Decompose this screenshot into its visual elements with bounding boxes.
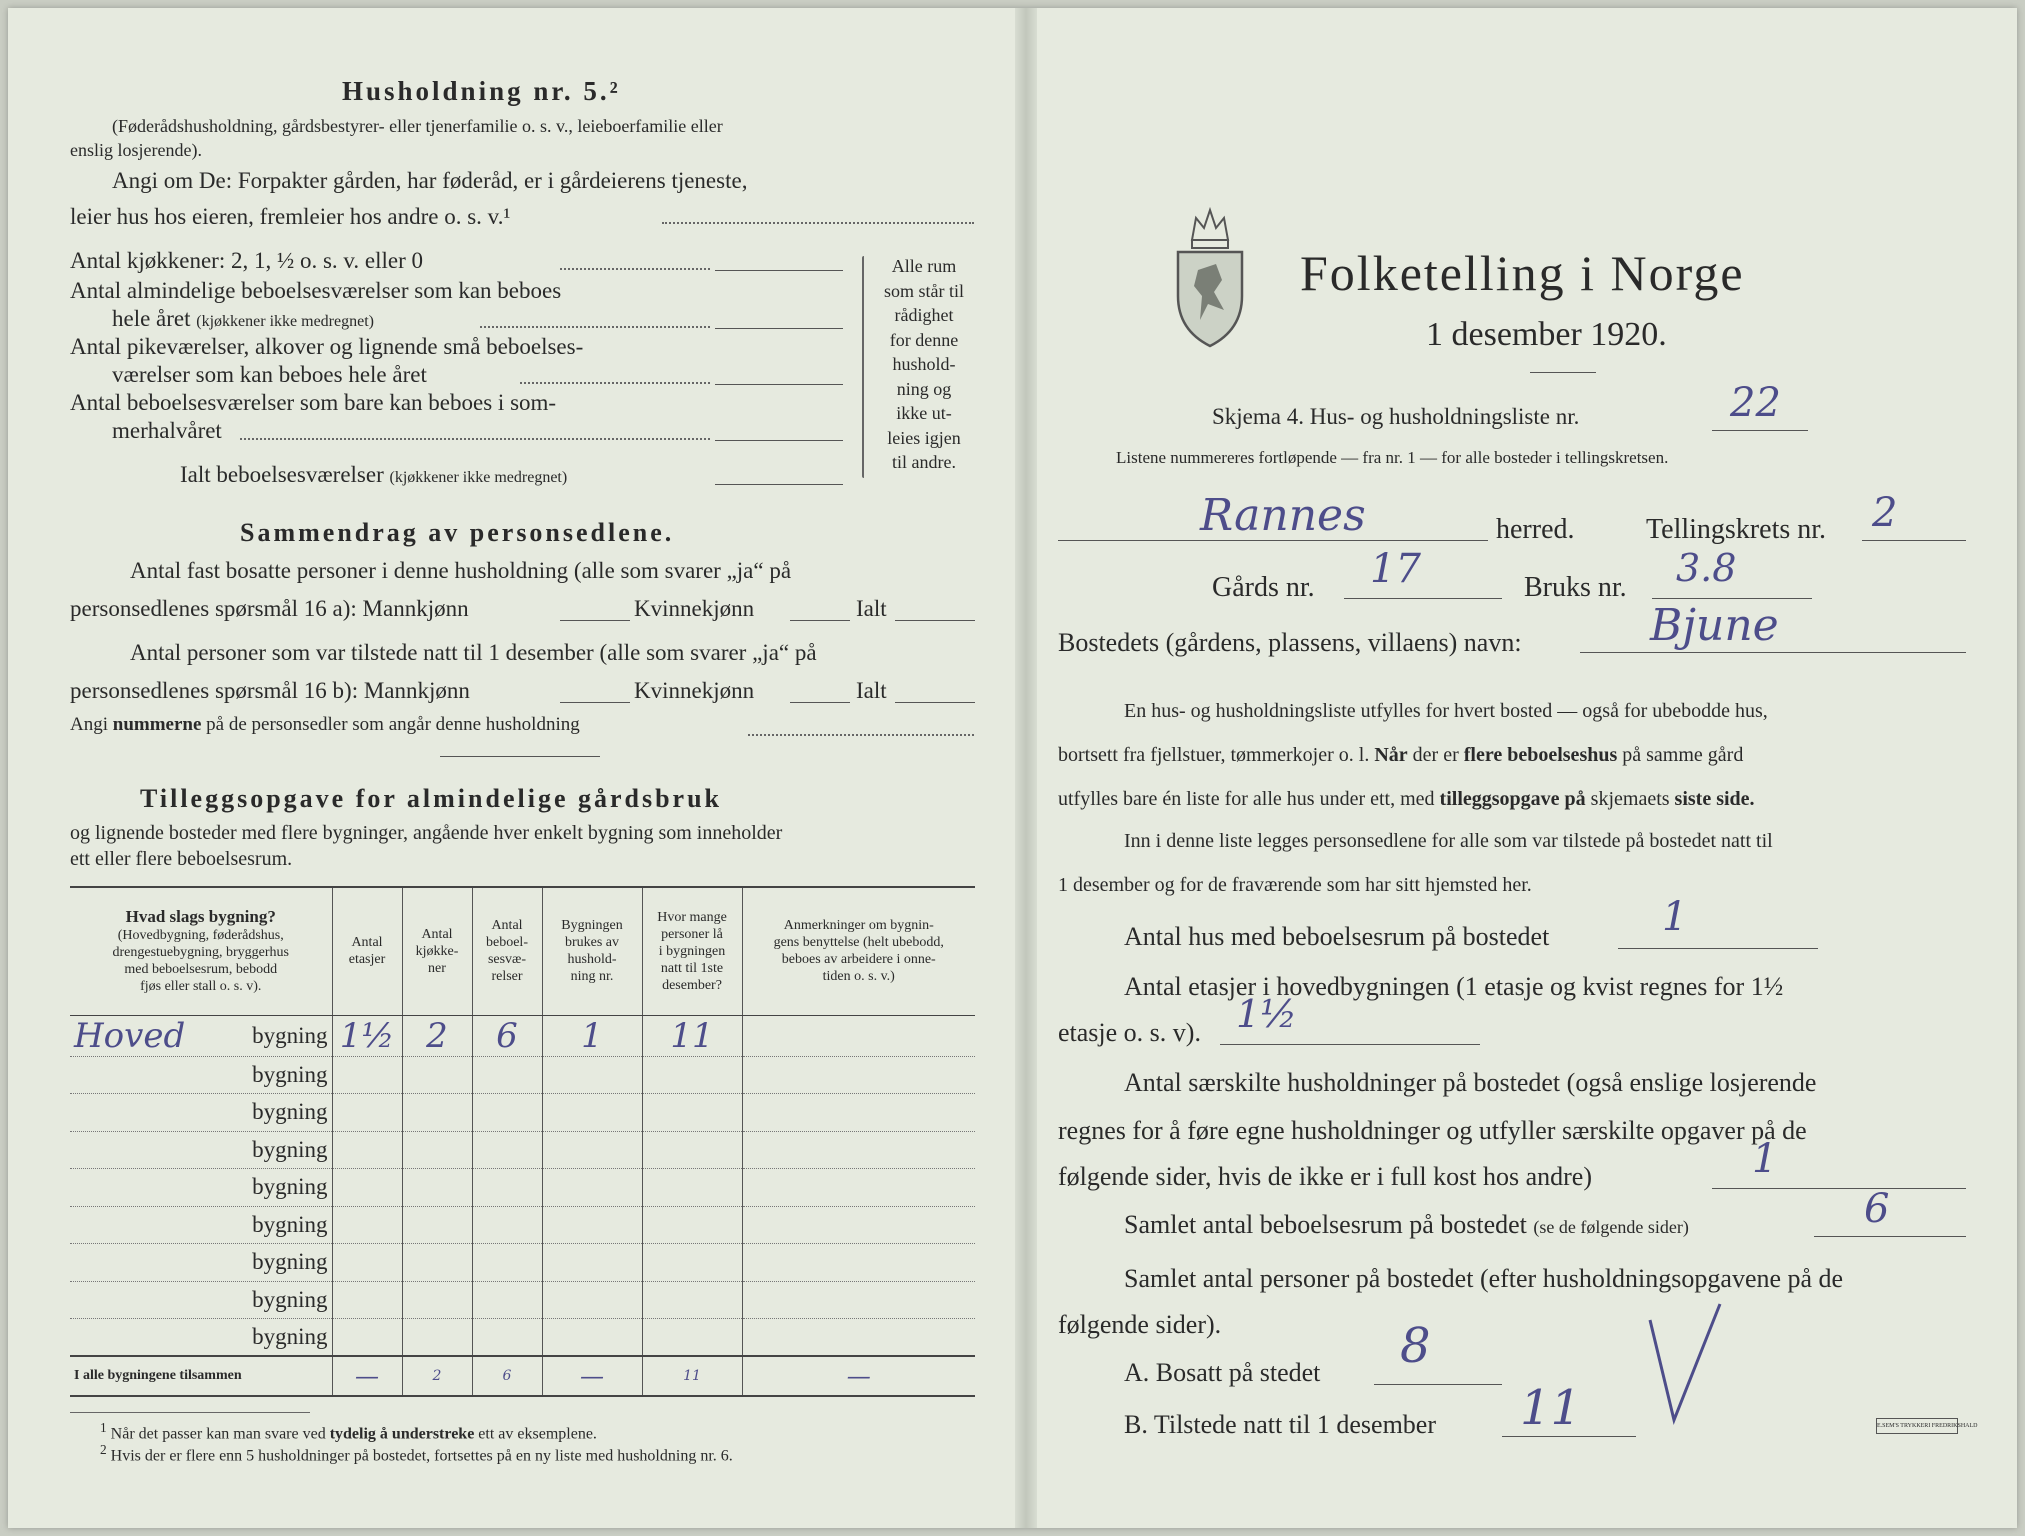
- cell-persons[interactable]: [642, 1056, 742, 1094]
- table-row: [70, 1131, 975, 1169]
- building-row-label: bygning: [252, 1174, 328, 1200]
- a-label: A. Bosatt på stedet: [1124, 1358, 1321, 1387]
- bosted-value[interactable]: Bjune: [1650, 600, 1779, 651]
- table-row: [70, 1015, 975, 1056]
- cell-kitchens[interactable]: [402, 1281, 472, 1319]
- coat-of-arms-icon: [1172, 200, 1248, 350]
- page-fold: [1015, 8, 1037, 1528]
- household-note-1: (Føderådshusholdning, gårdsbestyrer- eller tjenerfamilie o. s. v., leieboerfamilie eller: [112, 116, 723, 136]
- building-row-label: bygning: [252, 1099, 328, 1125]
- table-row: [70, 1206, 975, 1244]
- para1-line3: utfylles bare én liste for alle hus under ett, med tilleggsopgave på skjemaets siste side.: [1058, 788, 1755, 810]
- total-rooms-answer[interactable]: [715, 484, 843, 485]
- rooms-2a: Antal pikeværelser, alkover og lignende små beboelses-: [70, 334, 584, 359]
- para2-line1: Inn i denne liste legges personsedlene for alle som var tilstede på bostedet natt til: [1124, 830, 1773, 852]
- rooms-3b: merhalvåret: [112, 418, 222, 443]
- bruks-line: [1652, 598, 1812, 599]
- building-type-cell[interactable]: [70, 1169, 332, 1207]
- rooms-3-answer[interactable]: [715, 440, 843, 441]
- summary-1b: personsedlenes spørsmål 16 a): Mannkjønn: [70, 596, 469, 621]
- summary-2-women[interactable]: [790, 702, 850, 703]
- cell-household[interactable]: [542, 1169, 642, 1207]
- cell-rooms[interactable]: [472, 1319, 542, 1357]
- side-note-line: for denne: [889, 329, 959, 350]
- schema-label: Skjema 4. Hus- og husholdningsliste nr.: [1212, 404, 1580, 429]
- building-row-label: bygning: [252, 1211, 328, 1237]
- cell-persons[interactable]: [642, 1131, 742, 1169]
- col-building-type-header: Hvad slags bygning? (Hovedbygning, føderådshus, drengestuebygning, bryggerhus med beboelsesrum, bebodd fjøs eller stall o. s. v).: [70, 887, 332, 1015]
- sum-label: I alle bygningene tilsammen: [70, 1356, 332, 1396]
- household-title: Husholdning nr. 5.²: [342, 76, 621, 106]
- cell-kitchens[interactable]: [402, 1244, 472, 1282]
- building-type-cell[interactable]: [70, 1056, 332, 1094]
- gards-line: [1344, 598, 1502, 599]
- cell-household[interactable]: [542, 1206, 642, 1244]
- checkmark-icon: [1640, 1300, 1730, 1430]
- building-row-label: bygning: [252, 1061, 328, 1087]
- ask-line-1: Angi om De: Forpakter gården, har føderåd, er i gårdeierens tjeneste,: [112, 168, 748, 193]
- sum-remarks[interactable]: —: [742, 1356, 975, 1396]
- summary-2b: personsedlenes spørsmål 16 b): Mannkjønn: [70, 678, 470, 703]
- q-etasjer-value[interactable]: 1½: [1236, 992, 1298, 1036]
- cell-floors[interactable]: [332, 1131, 402, 1169]
- numbers-label: Angi nummerne på de personsedler som angår denne husholdning: [70, 714, 580, 735]
- q-hush-value[interactable]: 1: [1752, 1136, 1778, 1182]
- cell-persons[interactable]: [642, 1319, 742, 1357]
- summary-2a: Antal personer som var tilstede natt til 1 desember (alle som svarer „ja“ på: [130, 640, 817, 665]
- rooms-1-dots: [480, 326, 710, 328]
- building-row-label: bygning: [252, 1286, 328, 1312]
- building-type-cell[interactable]: [70, 1015, 332, 1056]
- herred-label: herred.: [1496, 514, 1575, 545]
- cell-household[interactable]: 1: [542, 1015, 642, 1056]
- summary-1a: Antal fast bosatte personer i denne husholdning (alle som svarer „ja“ på: [130, 558, 792, 583]
- summary-1-men[interactable]: [560, 620, 630, 621]
- cell-remarks[interactable]: [742, 1169, 975, 1207]
- cell-remarks[interactable]: [742, 1094, 975, 1132]
- cell-remarks[interactable]: [742, 1131, 975, 1169]
- cell-rooms[interactable]: [472, 1056, 542, 1094]
- footnote-1: $^1$ Når det passer kan man svare ved tydelig å understreke ett av eksemplene.: [100, 1420, 597, 1443]
- supplement-1: og lignende bosteder med flere bygninger, angående hver enkelt bygning som inneholder: [70, 822, 783, 844]
- summary-1-total-label: Ialt: [856, 596, 887, 621]
- col-remarks-header: Anmerkninger om bygnin- gens benyttelse (helt ubebodd, beboes av arbeidere i onne- tiden o. s. v.): [742, 887, 975, 1015]
- summary-1-total[interactable]: [895, 620, 975, 621]
- summary-2-men[interactable]: [560, 702, 630, 703]
- numbering-note: Listene nummereres fortløpende — fra nr. 1 — for alle bosteder i tellingskretsen.: [1116, 448, 1669, 467]
- cell-rooms[interactable]: 6: [472, 1015, 542, 1056]
- side-note-line: Alle rum: [891, 256, 957, 276]
- cell-floors[interactable]: 1½: [332, 1015, 402, 1056]
- printer-stamp: E.SEM'S TRYKKERI FREDRIKSHALD: [1876, 1418, 1958, 1434]
- rooms-1b: hele året (kjøkkener ikke medregnet): [112, 306, 374, 331]
- col-persons-header: Hvor mange personer lå i bygningen natt til 1ste desember?: [642, 887, 742, 1015]
- list-no-line: [1712, 430, 1808, 431]
- cell-kitchens[interactable]: [402, 1131, 472, 1169]
- q-etasjer-line: [1220, 1044, 1480, 1045]
- kitchens-answer[interactable]: [715, 270, 843, 271]
- cell-rooms[interactable]: [472, 1094, 542, 1132]
- table-row: [70, 1169, 975, 1207]
- side-note-line: ikke ut-: [896, 403, 952, 423]
- b-line: [1502, 1436, 1636, 1437]
- rooms-2-answer[interactable]: [715, 384, 843, 385]
- summary-1-women-label: Kvinnekjønn: [634, 596, 755, 621]
- cell-persons[interactable]: [642, 1094, 742, 1132]
- table-row: [70, 1319, 975, 1357]
- cell-remarks[interactable]: [742, 1206, 975, 1244]
- supplement-title: Tilleggsopgave for almindelige gårdsbruk: [140, 784, 723, 813]
- cell-remarks[interactable]: [742, 1244, 975, 1282]
- cell-kitchens[interactable]: [402, 1056, 472, 1094]
- q-etasjer-1: Antal etasjer i hovedbygningen (1 etasje og kvist regnes for 1½: [1124, 972, 1784, 1001]
- table-row: [70, 1094, 975, 1132]
- col-kitchens-header: Antal kjøkke- ner: [402, 887, 472, 1015]
- cell-kitchens[interactable]: [402, 1169, 472, 1207]
- q-pers-2: følgende sider).: [1058, 1310, 1222, 1339]
- cell-rooms[interactable]: [472, 1131, 542, 1169]
- side-note-line: rådighet: [894, 305, 954, 325]
- cell-floors[interactable]: [332, 1319, 402, 1357]
- krets-label: Tellingskrets nr.: [1646, 514, 1827, 545]
- cell-floors[interactable]: [332, 1244, 402, 1282]
- para1-line2: bortsett fra fjellstuer, tømmerkojer o. l. Når der er flere beboelseshus på samme gård: [1058, 744, 1744, 766]
- kitchens-label: Antal kjøkkener: 2, 1, ½ o. s. v. eller 0: [70, 248, 424, 273]
- q-rum-value[interactable]: 6: [1864, 1186, 1890, 1232]
- col-floors-header: Antal etasjer: [332, 887, 402, 1015]
- bruks-label: Bruks nr.: [1524, 572, 1627, 603]
- table-sum-row: [70, 1356, 975, 1396]
- cell-household[interactable]: [542, 1319, 642, 1357]
- cell-persons[interactable]: [642, 1244, 742, 1282]
- cell-rooms[interactable]: [472, 1244, 542, 1282]
- krets-value[interactable]: 2: [1872, 490, 1898, 536]
- sum-kitchens[interactable]: 2: [402, 1356, 472, 1396]
- form-title: Folketelling i Norge: [1300, 245, 1745, 301]
- cell-persons[interactable]: [642, 1206, 742, 1244]
- cell-kitchens[interactable]: 2: [402, 1015, 472, 1056]
- q-pers-1: Samlet antal personer på bostedet (efter husholdningsopgavene på de: [1124, 1264, 1844, 1293]
- cell-floors[interactable]: [332, 1094, 402, 1132]
- sum-rooms[interactable]: 6: [472, 1356, 542, 1396]
- para1-line1: En hus- og husholdningsliste utfylles for hvert bosted — også for ubebodde hus,: [1124, 700, 1768, 722]
- a-value[interactable]: 8: [1400, 1318, 1431, 1374]
- side-note-line: leies igjen: [887, 427, 961, 448]
- building-type-value: Hoved: [74, 1015, 186, 1056]
- summary-title: Sammendrag av personsedlene.: [240, 518, 675, 547]
- ask-answer-line[interactable]: [662, 222, 974, 224]
- table-row: [70, 1281, 975, 1319]
- summary-2-total-label: Ialt: [856, 678, 887, 703]
- building-table: [70, 886, 975, 1397]
- cell-household[interactable]: [542, 1281, 642, 1319]
- para2-line2: 1 desember og for de fraværende som har sitt hjemsted her.: [1058, 874, 1532, 896]
- q-hush-2: regnes for å føre egne husholdninger og utfyller særskilte opgaver på de: [1058, 1116, 1807, 1145]
- cell-rooms[interactable]: [472, 1206, 542, 1244]
- building-type-cell[interactable]: [70, 1281, 332, 1319]
- bruks-value[interactable]: 3.8: [1676, 546, 1737, 590]
- cell-persons[interactable]: [642, 1169, 742, 1207]
- cell-remarks[interactable]: [742, 1319, 975, 1357]
- building-row-label: bygning: [252, 1136, 328, 1162]
- list-no-value[interactable]: 22: [1730, 380, 1781, 426]
- q-hus-label: Antal hus med beboelsesrum på bostedet: [1124, 922, 1550, 951]
- q-rum-label: Samlet antal beboelsesrum på bostedet (se de følgende sider): [1124, 1210, 1689, 1239]
- cell-remarks[interactable]: [742, 1281, 975, 1319]
- rooms-3-dots: [240, 438, 710, 440]
- numbers-answer[interactable]: [748, 734, 974, 736]
- table-row: [70, 1056, 975, 1094]
- title-rule: [1530, 372, 1596, 373]
- rooms-2b: værelser som kan beboes hele året: [112, 362, 427, 387]
- col-household-header: Bygningen brukes av hushold- ning nr.: [542, 887, 642, 1015]
- building-type-cell[interactable]: [70, 1319, 332, 1357]
- cell-remarks[interactable]: [742, 1056, 975, 1094]
- side-note-line: til andre.: [892, 452, 956, 472]
- building-row-label: bygning: [252, 1249, 328, 1275]
- col-rooms-header: Antal beboel- sesvæ- relser: [472, 887, 542, 1015]
- bosted-label: Bostedets (gårdens, plassens, villaens) navn:: [1058, 628, 1522, 657]
- sum-persons[interactable]: 11: [642, 1356, 742, 1396]
- building-type-cell[interactable]: [70, 1094, 332, 1132]
- ask-line-2: leier hus hos eieren, fremleier hos andre o. s. v.¹: [70, 204, 511, 229]
- q-hus-line: [1618, 948, 1818, 949]
- cell-kitchens[interactable]: [402, 1094, 472, 1132]
- total-rooms-label: Ialt beboelsesværelser (kjøkkener ikke medregnet): [180, 462, 568, 487]
- rooms-1a: Antal almindelige beboelsesværelser som kan beboes: [70, 278, 562, 303]
- building-row-label: bygning: [252, 1324, 328, 1349]
- rooms-3a: Antal beboelsesværelser som bare kan beboes i som-: [70, 390, 557, 415]
- kitchens-dots: [560, 268, 710, 270]
- table-header-row: [70, 887, 975, 1015]
- cell-household[interactable]: [542, 1094, 642, 1132]
- summary-1-women[interactable]: [790, 620, 850, 621]
- gards-label: Gårds nr.: [1212, 572, 1315, 603]
- building-row-label: bygning: [252, 1022, 328, 1048]
- herred-value[interactable]: Rannes: [1200, 490, 1366, 541]
- q-hush-3: følgende sider, hvis de ikke er i full kost hos andre): [1058, 1162, 1592, 1191]
- side-note-line: som står til: [884, 280, 964, 301]
- gards-value[interactable]: 17: [1370, 546, 1421, 592]
- building-type-cell[interactable]: [70, 1206, 332, 1244]
- summary-2-women-label: Kvinnekjønn: [634, 678, 755, 703]
- krets-line: [1862, 540, 1966, 541]
- q-hush-1: Antal særskilte husholdninger på bostedet (også enslige losjerende: [1124, 1068, 1817, 1097]
- footnote-2: $^2$ Hvis der er flere enn 5 husholdninger på bostedet, fortsettes på en ny liste med husholdning nr. 6.: [100, 1442, 733, 1465]
- q-hus-value[interactable]: 1: [1662, 894, 1688, 940]
- side-note-line: hushold-: [892, 354, 956, 374]
- q-etasjer-2: etasje o. s. v).: [1058, 1018, 1201, 1047]
- rooms-2-dots: [520, 382, 710, 384]
- building-type-cell[interactable]: [70, 1244, 332, 1282]
- cell-persons[interactable]: [642, 1281, 742, 1319]
- rooms-1-answer[interactable]: [715, 328, 843, 329]
- bosted-line: [1580, 652, 1966, 653]
- supplement-2: ett eller flere beboelsesrum.: [70, 848, 293, 870]
- cell-floors[interactable]: [332, 1056, 402, 1094]
- cell-household[interactable]: [542, 1056, 642, 1094]
- b-label: B. Tilstede natt til 1 desember: [1124, 1410, 1436, 1439]
- building-type-cell[interactable]: [70, 1131, 332, 1169]
- cell-floors[interactable]: [332, 1281, 402, 1319]
- side-note: [872, 254, 976, 475]
- cell-floors[interactable]: [332, 1169, 402, 1207]
- cell-household[interactable]: [542, 1244, 642, 1282]
- table-row: [70, 1244, 975, 1282]
- cell-kitchens[interactable]: [402, 1319, 472, 1357]
- cell-kitchens[interactable]: [402, 1206, 472, 1244]
- cell-floors[interactable]: [332, 1206, 402, 1244]
- q-rum-line: [1814, 1236, 1966, 1237]
- cell-household[interactable]: [542, 1131, 642, 1169]
- household-note-2: enslig losjerende).: [70, 140, 202, 160]
- cell-rooms[interactable]: [472, 1169, 542, 1207]
- footnote-rule: [70, 1412, 310, 1413]
- cell-persons[interactable]: 11: [642, 1015, 742, 1056]
- brace: [862, 256, 864, 478]
- divider: [440, 756, 600, 757]
- a-line: [1374, 1384, 1502, 1385]
- b-value[interactable]: 11: [1520, 1380, 1582, 1436]
- sum-floors[interactable]: —: [332, 1356, 402, 1396]
- form-date: 1 desember 1920.: [1426, 316, 1667, 353]
- side-note-line: ning og: [896, 378, 952, 399]
- cell-rooms[interactable]: [472, 1281, 542, 1319]
- cell-remarks[interactable]: [742, 1015, 975, 1056]
- q-hush-line: [1712, 1188, 1966, 1189]
- sum-household[interactable]: —: [542, 1356, 642, 1396]
- summary-2-total[interactable]: [895, 702, 975, 703]
